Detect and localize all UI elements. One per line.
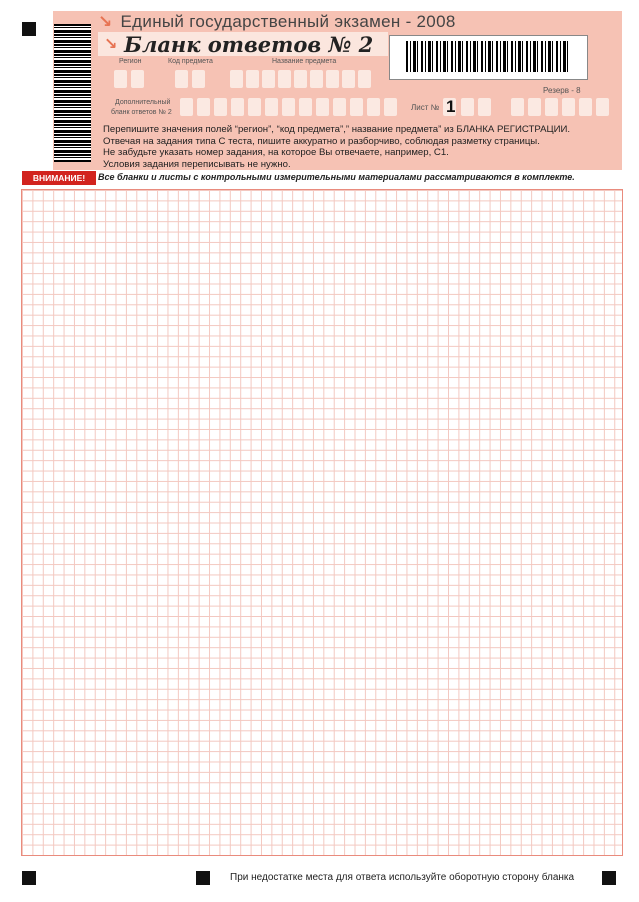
arrow-icon: ↘ [104,36,118,53]
exam-title [98,12,618,32]
footer-note: При недостатке места для ответа используйте оборотную сторону бланка [230,872,575,883]
exam-title-text: Единый государственный экзамен - 2008 [120,12,456,31]
region-cell[interactable] [131,70,144,88]
reserve-cell[interactable] [596,98,609,116]
region-label: Регион [119,58,142,65]
region-cell[interactable] [114,70,127,88]
additional-blank-cell[interactable] [197,98,210,116]
reserve-cell[interactable] [545,98,558,116]
instructions [103,124,623,170]
subject-name-cell[interactable] [230,70,243,88]
subject-code-cell[interactable] [192,70,205,88]
warning-text: Все бланки и листы с контрольными измерительными материалами рассматриваются в комплекте. [98,172,575,182]
additional-blank-cell[interactable] [180,98,193,116]
reserve-cell[interactable] [528,98,541,116]
additional-blank-cell[interactable] [367,98,380,116]
registration-mark-bottom-left [22,871,36,885]
subject-name-cell[interactable] [262,70,275,88]
subject-code-cell[interactable] [175,70,188,88]
answer-grid[interactable] [21,189,623,856]
additional-blank-cell[interactable] [350,98,363,116]
warning-badge: ВНИМАНИЕ! [22,171,96,185]
subject-name-cell[interactable] [246,70,259,88]
additional-blank-cell[interactable] [333,98,346,116]
subject-name-cell[interactable] [358,70,371,88]
additional-blank-cell[interactable] [299,98,312,116]
additional-blank-label-1: Дополнительный [115,99,171,106]
additional-blank-cell[interactable] [316,98,329,116]
reserve-cell[interactable] [511,98,524,116]
sheet-cell[interactable] [461,98,474,116]
reserve-label: Резерв - 8 [543,86,581,95]
sheet-cell[interactable] [478,98,491,116]
subject-name-label: Название предмета [272,58,337,65]
barcode-left [54,24,91,162]
additional-blank-cell[interactable] [384,98,397,116]
sheet-label: Лист № [411,103,440,112]
additional-blank-cell[interactable] [231,98,244,116]
additional-blank-cell[interactable] [214,98,227,116]
arrow-icon: ↘ [98,12,113,31]
subject-name-cell[interactable] [326,70,339,88]
instruction-line: Перепишите значения полей “регион”, “код предмета”,” название предмета” из БЛАНКА РЕГИСТРАЦИИ. [103,124,571,135]
subject-name-cell[interactable] [294,70,307,88]
registration-mark-bottom-right [602,871,616,885]
subject-code-label: Код предмета [168,58,213,65]
additional-blank-cell[interactable] [265,98,278,116]
warning-bar [22,171,622,186]
additional-blank-cell[interactable] [248,98,261,116]
blank-title [98,32,388,56]
reserve-cell[interactable] [579,98,592,116]
sheet-number: 1 [446,97,456,116]
subject-name-cell[interactable] [342,70,355,88]
registration-mark-bottom-middle [196,871,210,885]
instruction-line: Условия задания переписывать не нужно. [103,158,291,170]
additional-blank-label-2: бланк ответов № 2 [111,109,172,116]
barcode-bars [406,41,571,72]
additional-blank-cell[interactable] [282,98,295,116]
registration-mark-top-left [22,22,36,36]
subject-name-cell[interactable] [310,70,323,88]
instruction-line: Не забудьте указать номер задания, на которое Вы отвечаете, например, С1. [103,147,449,159]
instruction-line: Отвечая на задания типа С теста, пишите аккуратно и разборчиво, соблюдая разметку страницы. [103,135,540,147]
subject-name-cell[interactable] [278,70,291,88]
blank-title-text: Бланк ответов № 2 [124,32,374,57]
reserve-cell[interactable] [562,98,575,116]
barcode-right [389,35,588,80]
